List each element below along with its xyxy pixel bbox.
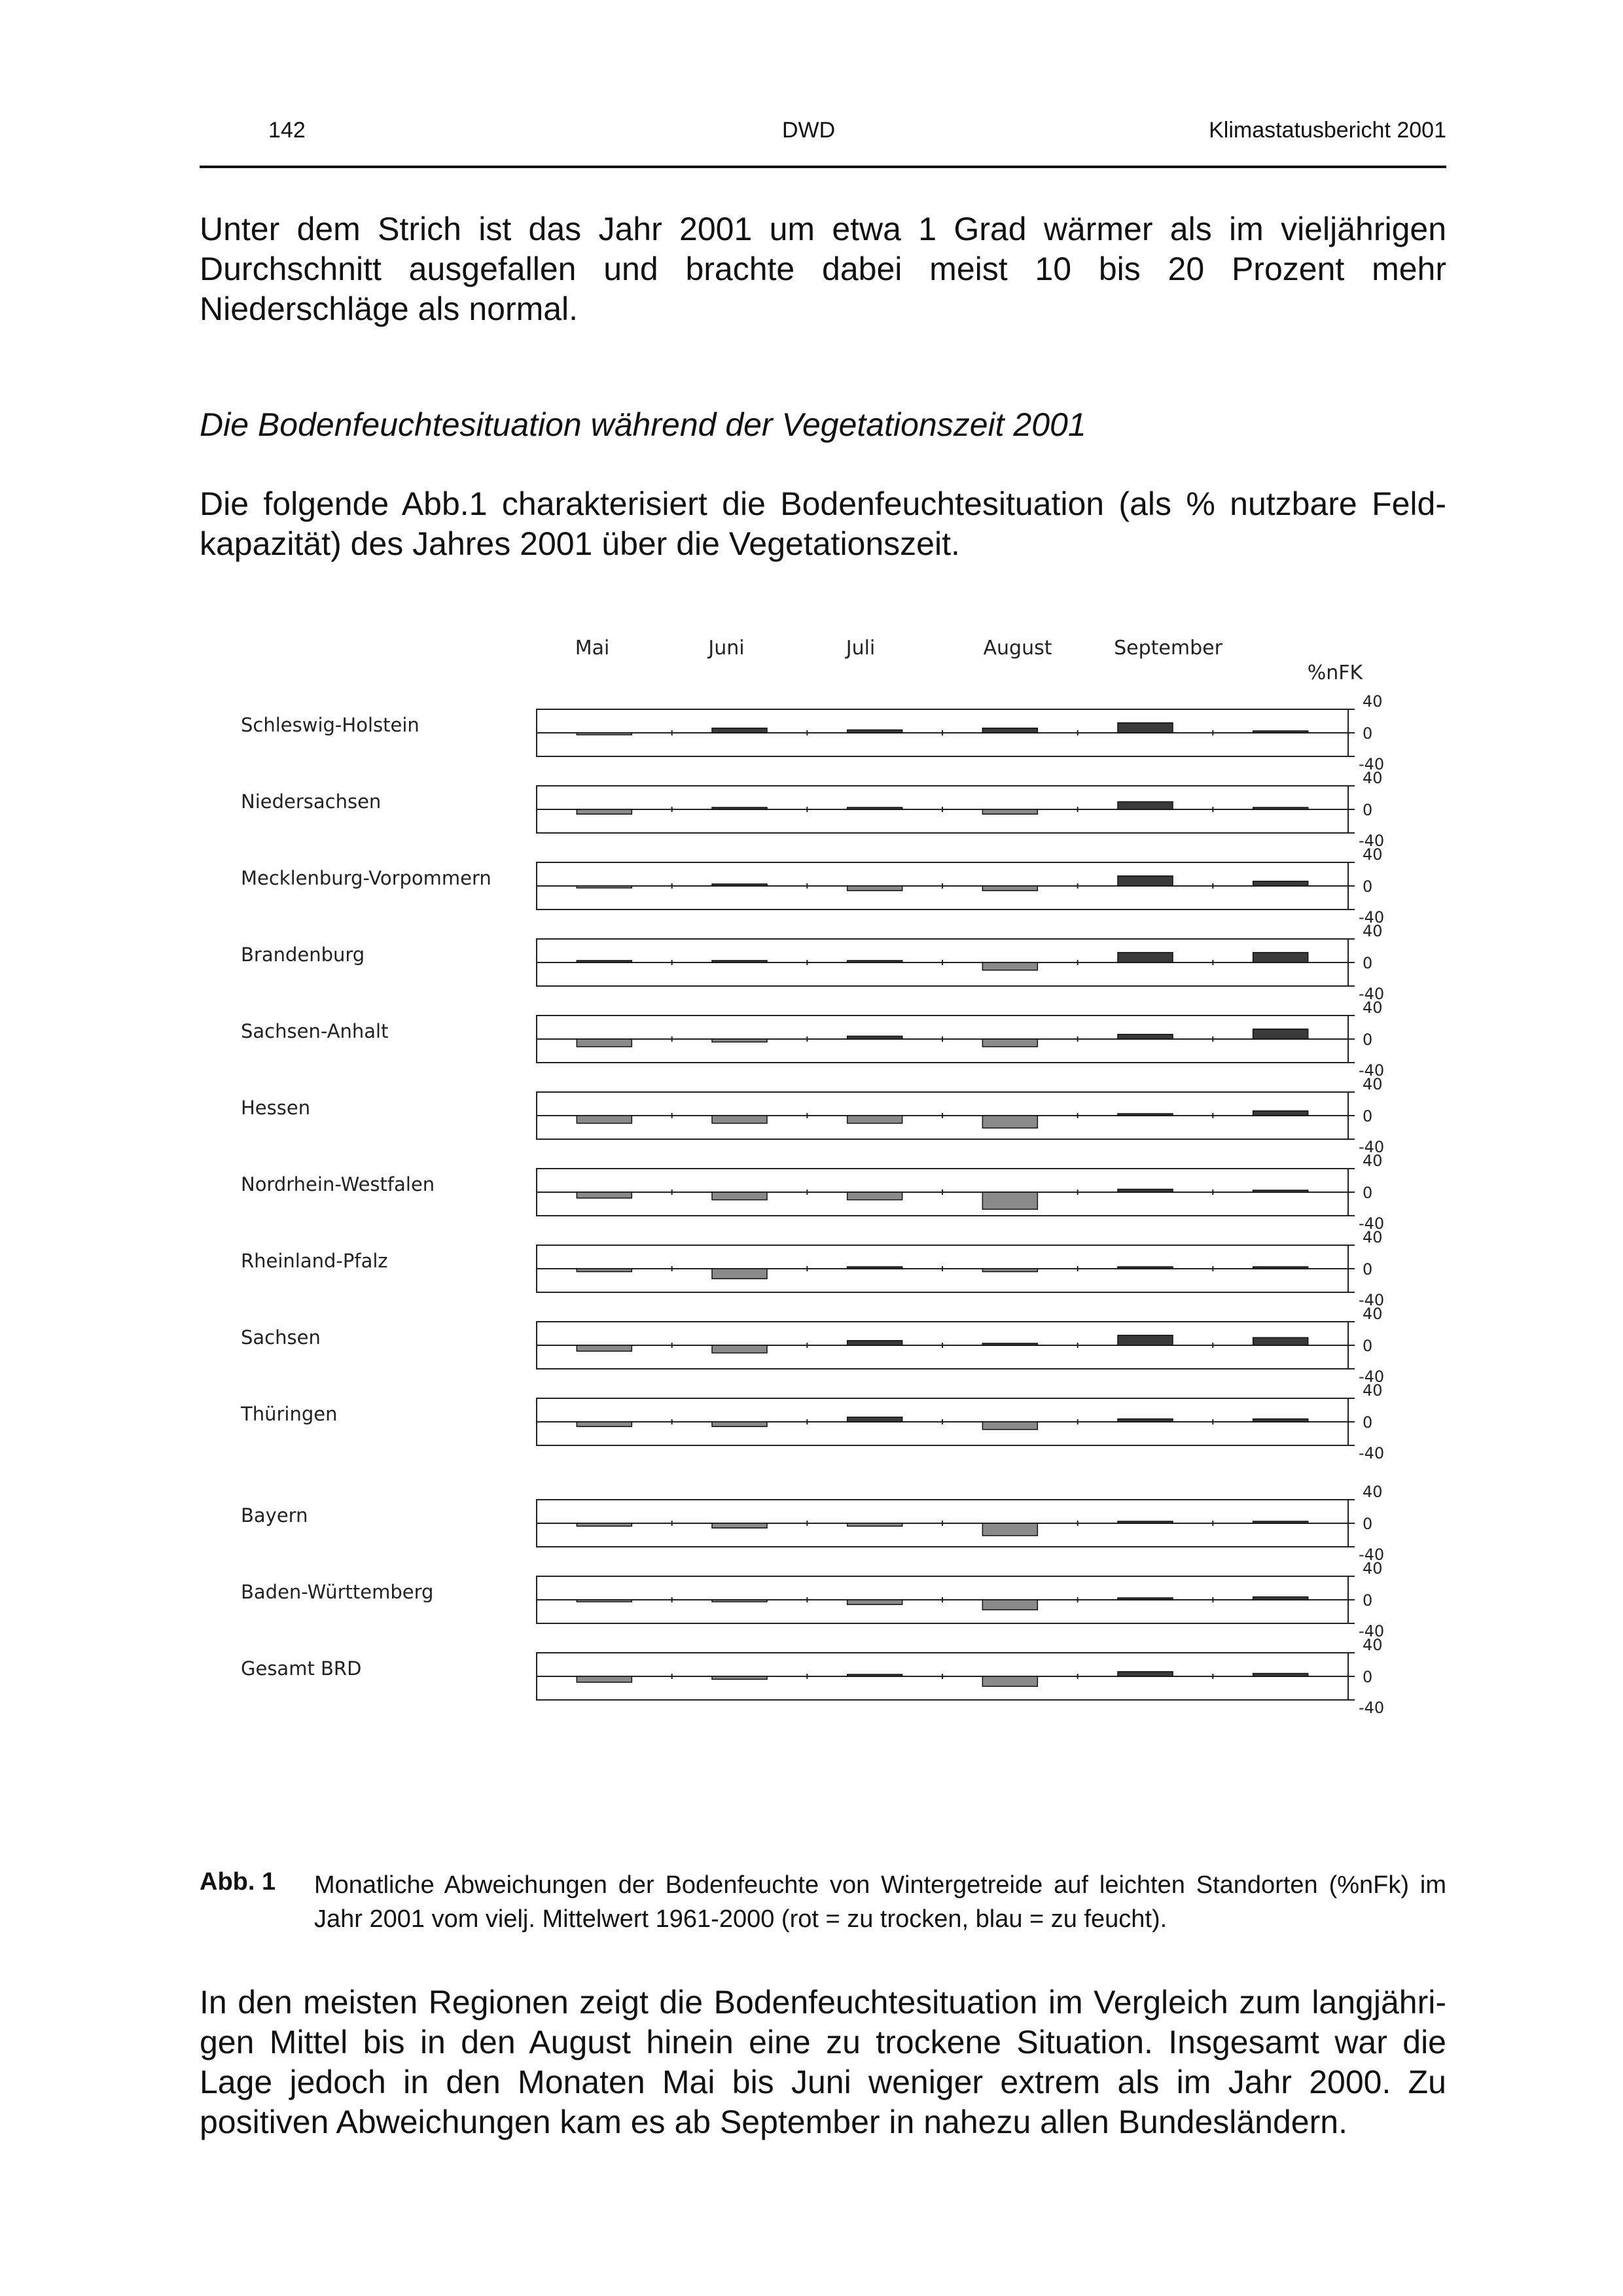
data-bar	[712, 884, 767, 886]
data-bar	[847, 1036, 902, 1040]
tick-label: 40	[1363, 692, 1383, 711]
row-label: Brandenburg	[241, 944, 365, 966]
tick-label: -40	[1359, 1214, 1385, 1233]
tick-label: 0	[1363, 954, 1373, 972]
data-bar	[1253, 1337, 1308, 1345]
data-bar	[982, 963, 1037, 970]
data-bar	[847, 886, 902, 891]
month-label: Mai	[575, 637, 610, 660]
data-bar	[1118, 953, 1173, 963]
tick-label: 40	[1363, 922, 1383, 940]
data-bar	[982, 728, 1037, 733]
row-label: Hessen	[241, 1097, 311, 1119]
tick-label: 0	[1363, 1184, 1373, 1202]
data-bar	[982, 1343, 1037, 1345]
data-bar	[577, 886, 632, 888]
data-bar	[847, 961, 902, 963]
data-bar	[577, 1116, 632, 1123]
soil-moisture-chart	[0, 622, 1623, 1734]
data-bar	[1118, 1114, 1173, 1116]
page-number: 142	[268, 118, 306, 143]
data-bar	[847, 1192, 902, 1200]
data-bar	[982, 1269, 1037, 1272]
data-bar	[577, 809, 632, 814]
tick-label: -40	[1359, 1622, 1385, 1640]
tick-label: -40	[1359, 1368, 1385, 1386]
row-label: Niedersachsen	[241, 790, 382, 813]
tick-label: 0	[1363, 877, 1373, 896]
tick-label: 0	[1363, 1668, 1373, 1686]
tick-label: 40	[1363, 1381, 1383, 1400]
tick-label: -40	[1359, 1061, 1385, 1080]
data-bar	[982, 1116, 1037, 1128]
data-bar	[1118, 723, 1173, 733]
data-bar	[712, 807, 767, 809]
tick-label: 40	[1363, 998, 1383, 1017]
data-bar	[712, 961, 767, 963]
data-bar	[1118, 1419, 1173, 1422]
data-bar	[1253, 1111, 1308, 1116]
data-bar	[712, 1345, 767, 1353]
data-bar	[1253, 953, 1308, 963]
tick-label: -40	[1359, 755, 1385, 773]
section-heading: Die Bodenfeuchtesituation während der Vegetationszeit 2001	[200, 406, 1086, 443]
tick-label: 0	[1363, 1260, 1373, 1279]
tick-label: -40	[1359, 1444, 1385, 1462]
tick-label: 40	[1363, 1305, 1383, 1323]
data-bar	[577, 1523, 632, 1527]
header-right: Klimastatusbericht 2001	[1209, 118, 1446, 143]
data-bar	[712, 1422, 767, 1426]
data-bar	[577, 1345, 632, 1351]
data-bar	[847, 1523, 902, 1527]
data-bar	[847, 1417, 902, 1422]
data-bar	[1118, 1267, 1173, 1269]
tick-label: 0	[1363, 801, 1373, 819]
tick-label: 0	[1363, 1591, 1373, 1610]
data-bar	[712, 1676, 767, 1680]
data-bar	[1118, 1598, 1173, 1600]
data-bar	[1253, 1597, 1308, 1600]
data-bar	[1253, 1674, 1308, 1677]
data-bar	[1253, 1521, 1308, 1523]
data-bar	[577, 1422, 632, 1426]
data-bar	[982, 809, 1037, 814]
tick-label: 40	[1363, 845, 1383, 864]
data-bar	[1118, 1672, 1173, 1676]
tick-label: 0	[1363, 724, 1373, 743]
intro-paragraph: Unter dem Strich ist das Jahr 2001 um etwa 1 Grad wärmer als im vieljährigen Durchschnitt ausgefallen und brachte dabei meist 10 bis 20 Prozent mehr Niederschläge als normal.	[200, 211, 1446, 327]
tick-label: 0	[1363, 1337, 1373, 1355]
row-label: Nordrhein-Westfalen	[241, 1173, 435, 1195]
data-bar	[577, 1269, 632, 1272]
data-bar	[712, 1600, 767, 1602]
data-bar	[1253, 1029, 1308, 1039]
data-bar	[1253, 1267, 1308, 1269]
data-bar	[847, 730, 902, 733]
tick-label: 40	[1363, 1152, 1383, 1170]
tick-label: -40	[1359, 1545, 1385, 1564]
data-bar	[982, 1676, 1037, 1686]
data-bar	[847, 1267, 902, 1269]
data-bar	[1118, 1335, 1173, 1345]
tick-label: 0	[1363, 1031, 1373, 1049]
row-label: Schleswig-Holstein	[241, 714, 419, 736]
header-rule	[200, 166, 1446, 168]
data-bar	[982, 1039, 1037, 1047]
data-bar	[712, 1116, 767, 1123]
row-label: Baden-Württemberg	[241, 1581, 434, 1603]
tick-label: 40	[1363, 1636, 1383, 1654]
tick-label: 40	[1363, 769, 1383, 787]
data-bar	[1253, 807, 1308, 809]
month-label: September	[1114, 637, 1222, 660]
data-bar	[847, 1600, 902, 1604]
data-bar	[847, 1674, 902, 1676]
caption-text: Monatliche Abweichungen der Bodenfeuchte von Wintergetreide auf leichten Standorten (%nFk) im Jahr 2001 vom vielj. Mittelwert 1961-2000 (rot = zu trocken, blau = zu feucht).	[314, 1871, 1446, 1933]
tick-label: -40	[1359, 832, 1385, 850]
data-bar	[577, 1676, 632, 1682]
data-bar	[847, 1341, 902, 1345]
row-label: Gesamt BRD	[241, 1657, 362, 1680]
unit-label: %nFK	[1307, 662, 1363, 684]
data-bar	[1253, 1419, 1308, 1422]
row-label: Thüringen	[241, 1403, 338, 1425]
month-label: Juni	[708, 637, 745, 660]
tick-label: 40	[1363, 1075, 1383, 1093]
data-bar	[577, 961, 632, 963]
closing-paragraph: In den meisten Regionen zeigt die Bodenfeuchtesituation im Vergleich zum langjährigen Mittel bis in den August hinein eine zu trockene Situation. Insgesamt war die Lage jedoch in den Monaten Mai bis Juni weniger extrem als im Jahr 2000. Zu positiven Abweichungen kam es ab September in nahezu allen Bundesländern.	[200, 1984, 1446, 2140]
data-bar	[712, 728, 767, 733]
caption-label: Abb. 1	[200, 1868, 276, 1896]
tick-label: -40	[1359, 1699, 1385, 1717]
section-paragraph: Die folgende Abb.1 charakterisiert die Bodenfeuchtesituation (als % nutzbare Feldkapazität) des Jahres 2001 über die Vegetationszeit.	[200, 486, 1446, 562]
data-bar	[1253, 1190, 1308, 1192]
row-label: Sachsen-Anhalt	[241, 1020, 389, 1042]
data-bar	[1118, 1521, 1173, 1523]
data-bar	[1118, 802, 1173, 809]
data-bar	[847, 1116, 902, 1123]
data-bar	[577, 733, 632, 735]
data-bar	[982, 1600, 1037, 1610]
data-bar	[982, 1523, 1037, 1536]
data-bar	[1118, 876, 1173, 886]
row-label: Mecklenburg-Vorpommern	[241, 867, 491, 889]
tick-label: 0	[1363, 1107, 1373, 1125]
data-bar	[712, 1039, 767, 1042]
tick-label: 0	[1363, 1413, 1373, 1432]
data-bar	[847, 807, 902, 809]
month-label: August	[983, 637, 1052, 660]
tick-label: 0	[1363, 1515, 1373, 1533]
month-label: Juli	[846, 637, 876, 660]
data-bar	[1118, 1190, 1173, 1193]
row-label: Bayern	[241, 1504, 308, 1527]
tick-label: -40	[1359, 1138, 1385, 1156]
data-bar	[1118, 1034, 1173, 1039]
row-label: Rheinland-Pfalz	[241, 1250, 388, 1272]
data-bar	[577, 1600, 632, 1602]
tick-label: 40	[1363, 1228, 1383, 1246]
data-bar	[1253, 881, 1308, 886]
data-bar	[982, 886, 1037, 891]
data-bar	[1253, 731, 1308, 733]
data-bar	[982, 1192, 1037, 1209]
data-bar	[712, 1269, 767, 1279]
data-bar	[982, 1422, 1037, 1430]
data-bar	[712, 1192, 767, 1200]
row-label: Sachsen	[241, 1326, 321, 1349]
data-bar	[712, 1523, 767, 1528]
tick-label: -40	[1359, 985, 1385, 1003]
data-bar	[577, 1039, 632, 1047]
tick-label: -40	[1359, 1291, 1385, 1309]
data-bar	[577, 1192, 632, 1198]
tick-label: 40	[1363, 1559, 1383, 1578]
tick-label: 40	[1363, 1483, 1383, 1501]
header-center: DWD	[782, 118, 836, 143]
tick-label: -40	[1359, 908, 1385, 927]
